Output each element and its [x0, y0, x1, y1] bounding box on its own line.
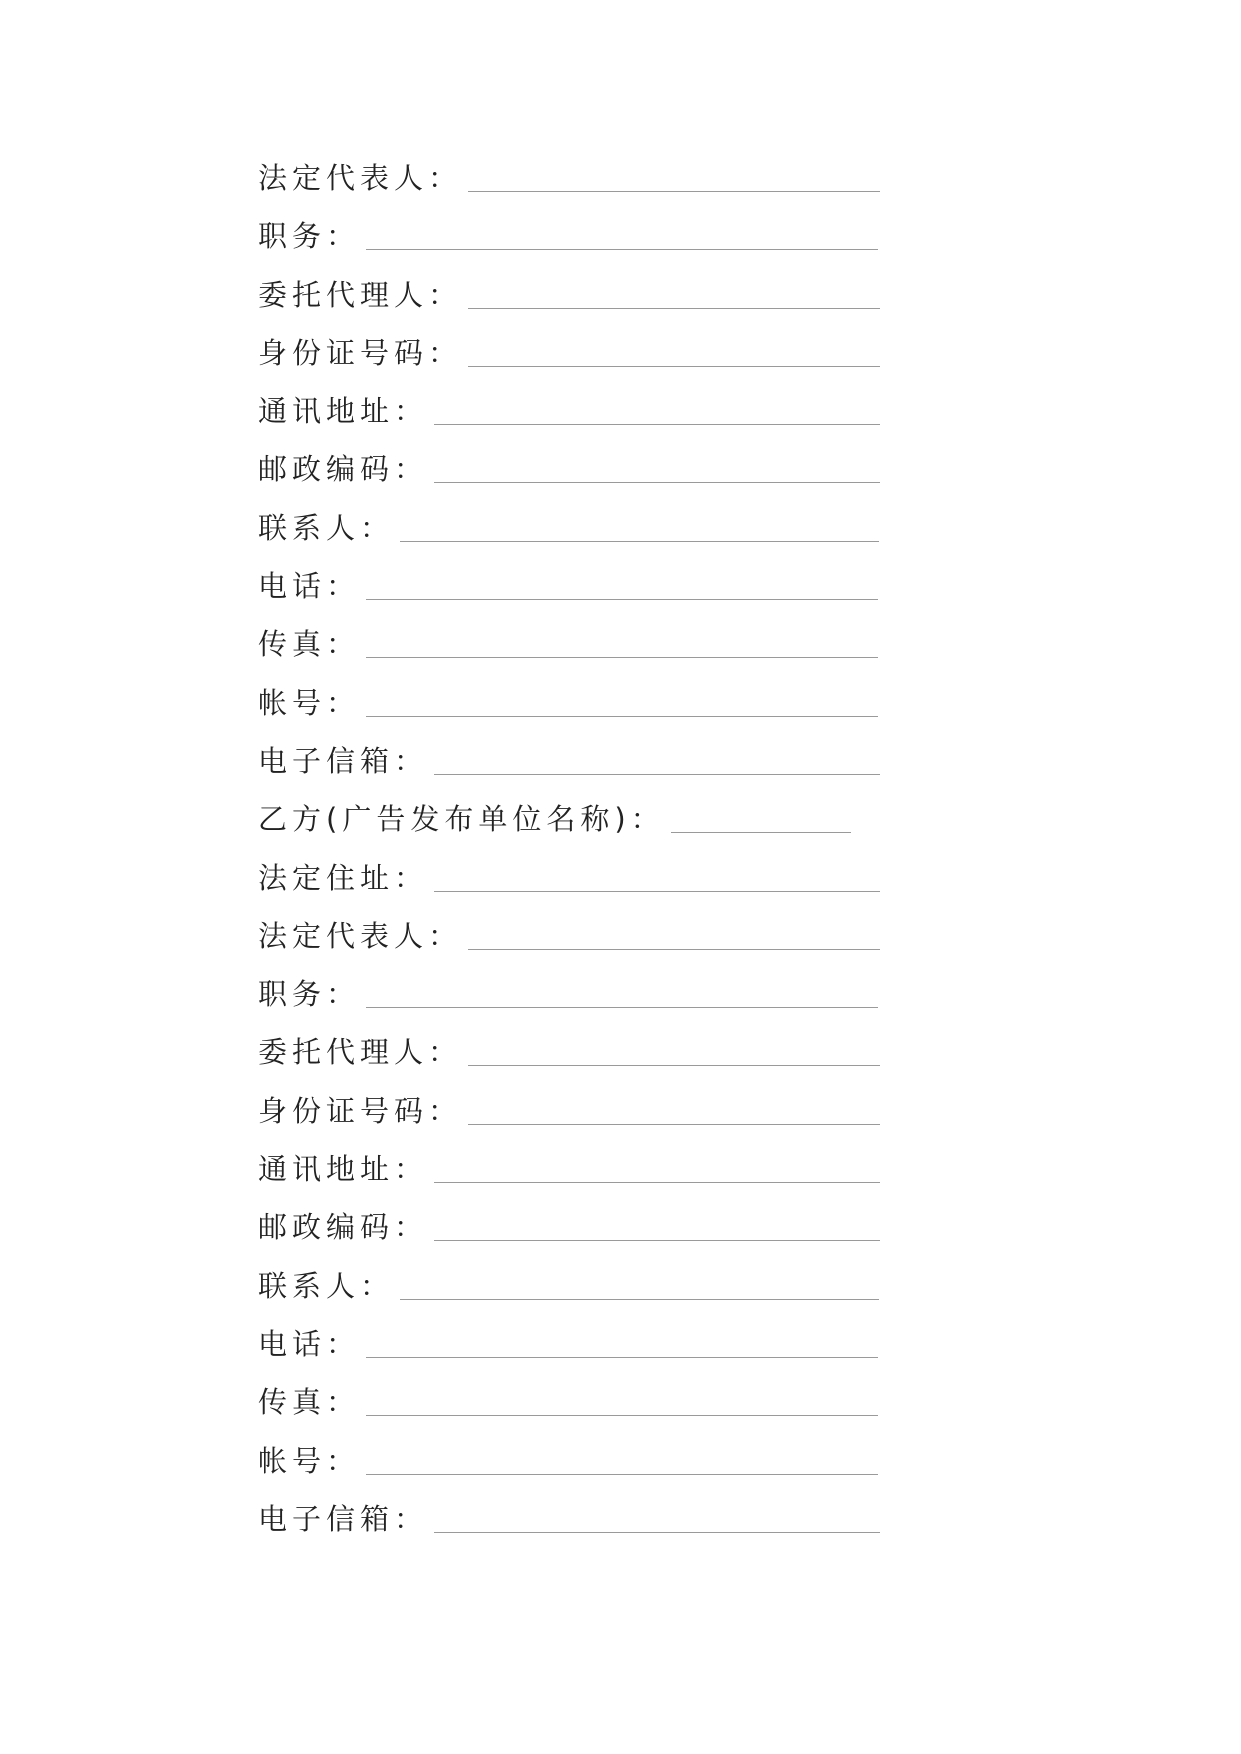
party-b-name-blank[interactable] [671, 799, 851, 833]
party-a-id-number-row [258, 333, 878, 391]
party-b-fax-row [258, 1382, 878, 1440]
party-b-authorized-agent-row [258, 1032, 878, 1090]
party-b-account-label: 帐号： [258, 1443, 361, 1478]
party-b-name-label: 乙方(广告发布单位名称)： [258, 802, 665, 837]
party-a-legal-representative-blank[interactable] [468, 158, 880, 192]
contract-party-info-form [258, 158, 878, 1557]
party-a-email-row [258, 741, 878, 799]
party-b-position-row [258, 974, 878, 1032]
party-a-contact-person-blank[interactable] [400, 508, 879, 542]
party-a-account-blank[interactable] [366, 683, 878, 717]
party-b-legal-address-row [258, 858, 878, 916]
party-a-mailing-address-row [258, 391, 878, 449]
party-b-mailing-address-row [258, 1149, 878, 1207]
party-a-phone-blank[interactable] [366, 566, 878, 600]
party-b-authorized-agent-label: 委托代理人： [258, 1035, 463, 1070]
party-a-fax-row [258, 624, 878, 682]
party-a-legal-representative-row [258, 158, 878, 216]
party-a-id-number-blank[interactable] [468, 333, 880, 367]
party-b-contact-person-blank[interactable] [400, 1266, 879, 1300]
party-b-fax-blank[interactable] [366, 1382, 878, 1416]
party-a-phone-label: 电话： [258, 569, 361, 604]
party-b-email-blank[interactable] [434, 1499, 880, 1533]
party-b-phone-label: 电话： [258, 1326, 361, 1361]
party-b-postal-code-label: 邮政编码： [258, 1210, 429, 1245]
party-a-account-row [258, 683, 878, 741]
party-a-email-label: 电子信箱： [258, 743, 429, 778]
party-a-postal-code-row [258, 449, 878, 507]
party-b-email-row [258, 1499, 878, 1557]
party-b-mailing-address-label: 通讯地址： [258, 1152, 429, 1187]
party-a-contact-person-row [258, 508, 878, 566]
party-b-legal-representative-blank[interactable] [468, 916, 880, 950]
party-a-authorized-agent-blank[interactable] [468, 275, 880, 309]
party-a-contact-person-label: 联系人： [258, 510, 395, 545]
party-b-legal-representative-row [258, 916, 878, 974]
party-b-email-label: 电子信箱： [258, 1501, 429, 1536]
party-b-position-blank[interactable] [366, 974, 878, 1008]
party-b-phone-blank[interactable] [366, 1324, 878, 1358]
party-b-id-number-label: 身份证号码： [258, 1093, 463, 1128]
party-a-position-row [258, 216, 878, 274]
party-a-authorized-agent-label: 委托代理人： [258, 277, 463, 312]
party-b-account-row [258, 1441, 878, 1499]
party-a-authorized-agent-row [258, 275, 878, 333]
party-a-mailing-address-blank[interactable] [434, 391, 880, 425]
party-b-name-row [258, 799, 878, 857]
party-a-position-blank[interactable] [366, 216, 878, 250]
party-a-phone-row [258, 566, 878, 624]
party-b-fax-label: 传真： [258, 1385, 361, 1420]
party-b-account-blank[interactable] [366, 1441, 878, 1475]
party-a-position-label: 职务： [258, 219, 361, 254]
party-a-legal-representative-label: 法定代表人： [258, 161, 463, 195]
party-b-legal-representative-label: 法定代表人： [258, 918, 463, 953]
party-b-mailing-address-blank[interactable] [434, 1149, 880, 1183]
party-b-phone-row [258, 1324, 878, 1382]
party-a-id-number-label: 身份证号码： [258, 335, 463, 370]
party-b-contact-person-row [258, 1266, 878, 1324]
party-b-postal-code-blank[interactable] [434, 1207, 880, 1241]
party-a-account-label: 帐号： [258, 685, 361, 720]
party-a-postal-code-label: 邮政编码： [258, 452, 429, 487]
party-a-fax-blank[interactable] [366, 624, 878, 658]
party-b-contact-person-label: 联系人： [258, 1268, 395, 1303]
party-a-fax-label: 传真： [258, 627, 361, 662]
party-a-mailing-address-label: 通讯地址： [258, 394, 429, 429]
party-b-id-number-blank[interactable] [468, 1091, 880, 1125]
party-b-id-number-row [258, 1091, 878, 1149]
party-b-legal-address-label: 法定住址： [258, 860, 429, 895]
party-b-position-label: 职务： [258, 977, 361, 1012]
party-b-legal-address-blank[interactable] [434, 858, 880, 892]
party-b-postal-code-row [258, 1207, 878, 1265]
party-a-postal-code-blank[interactable] [434, 449, 880, 483]
party-a-email-blank[interactable] [434, 741, 880, 775]
party-b-authorized-agent-blank[interactable] [468, 1032, 880, 1066]
